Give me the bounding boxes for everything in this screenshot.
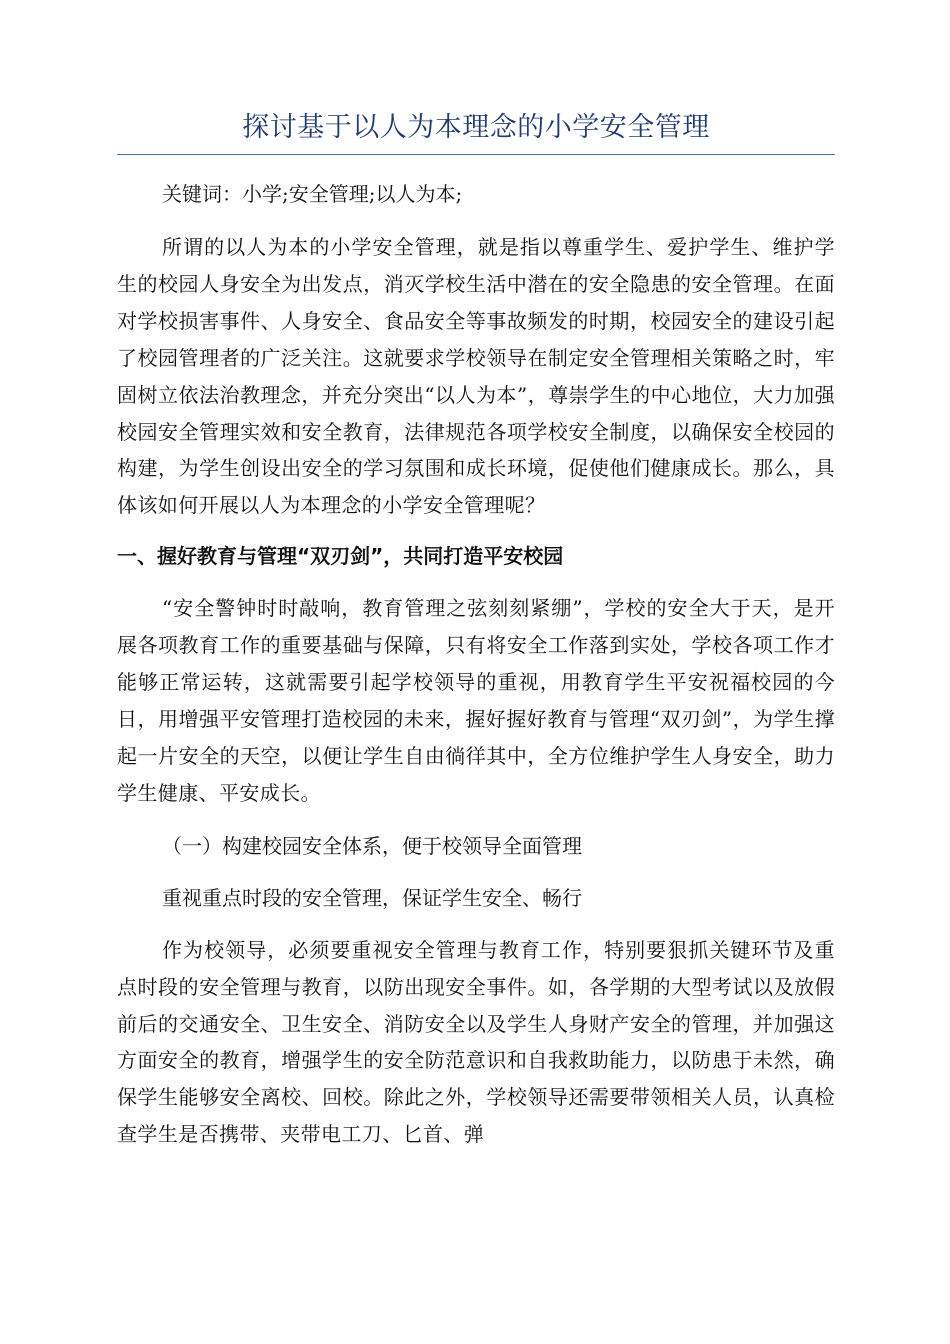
paragraph-section-1: “安全警钟时时敲响，教育管理之弦刻刻紧绷”，学校的安全大于天，是开展各项教育工作的重要基础与保障，只有将安全工作落到实处，学校各项工作才能够正常运转，这就需要引起学校领导的重视，用教育学生平安祝福校园的今日，用增强平安管理打造校园的未来，握好握好教育与管理“双刃剑”，为学生撑起一片安全的天空，以便让学生自由徜徉其中，全方位维护学生人身安全，助力学生健康、平安成长。 [117, 596, 835, 805]
keywords-line: 关键词：小学;安全管理;以人为本; [162, 182, 463, 206]
subsection-heading-1: （一）构建校园安全体系，便于校领导全面管理 [162, 833, 582, 858]
document-body [117, 176, 835, 1153]
section-heading-1: 一、握好教育与管理“双刃剑”，共同打造平安校园 [117, 544, 564, 569]
document-title: 探讨基于以人为本理念的小学安全管理 [242, 112, 710, 143]
subsection-heading-2: 重视重点时段的安全管理，保证学生安全、畅行 [162, 885, 582, 910]
title-underline [117, 154, 835, 155]
paragraph-subsection: 作为校领导，必须要重视安全管理与教育工作，特别要狠抓关键环节及重点时段的安全管理与教育，以防出现安全事件。如，各学期的大型考试以及放假前后的交通安全、卫生安全、消防安全以及学生人身财产安全的管理，并加强这方面安全的教育，增强学生的安全防范意识和自我救助能力，以防患于未然，确保学生能够安全离校、回校。除此之外，学校领导还需要带领相关人员，认真检查学生是否携带、夹带电工刀、匕首、弹 [117, 937, 835, 1147]
paragraph-intro: 所谓的以人为本的小学安全管理，就是指以尊重学生、爱护学生、维护学生的校园人身安全为出发点，消灭学校生活中潜在的安全隐患的安全管理。在面对学校损害事件、人身安全、食品安全等事故频发的时期，校园安全的建设引起了校园管理者的广泛关注。这就要求学校领导在制定安全管理相关策略之时，牢固树立依法治教理念，并充分突出“以人为本”，尊崇学生的中心地位，大力加强校园安全管理实效和安全教育，法律规范各项学校安全制度，以确保安全校园的构建，为学生创设出安全的学习氛围和成长环境，促使他们健康成长。那么，具体该如何开展以人为本理念的小学安全管理呢？ [117, 235, 835, 518]
